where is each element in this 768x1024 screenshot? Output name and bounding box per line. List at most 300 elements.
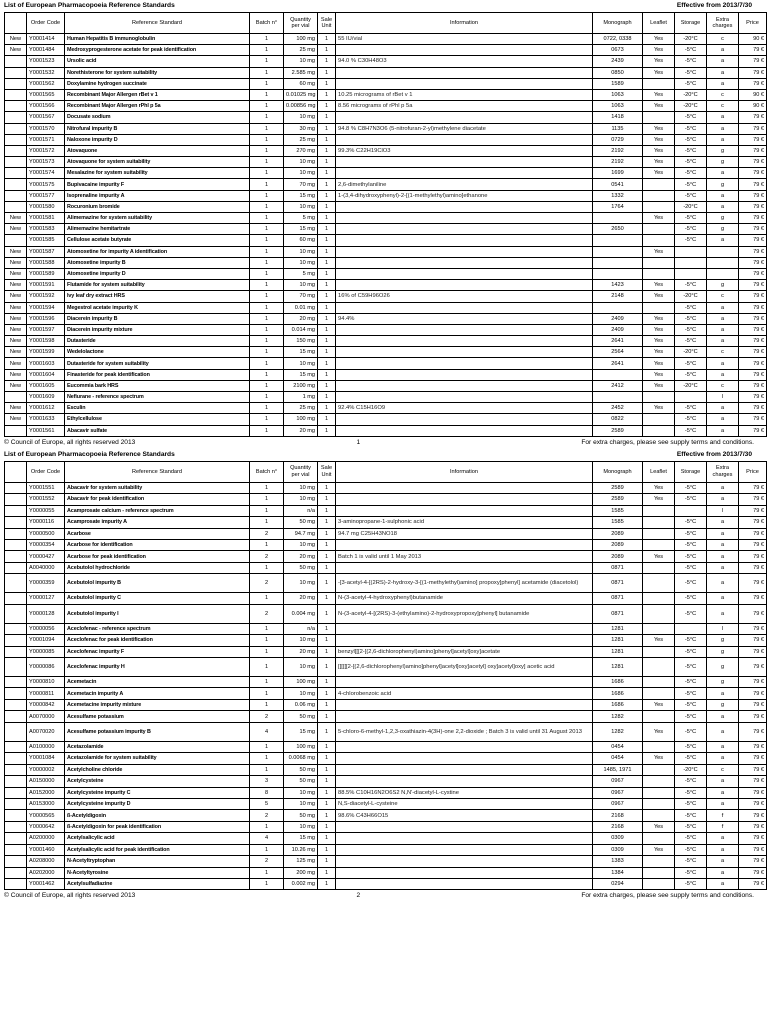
extra-charge	[707, 257, 739, 268]
information	[336, 324, 593, 335]
reference-standard-name: Acetazolamide for system suitability	[65, 753, 250, 764]
quantity: 200 mg	[284, 867, 318, 878]
table-row	[5, 123, 767, 134]
sale-unit: 1	[318, 658, 336, 677]
quantity: 94.7 mg	[284, 528, 318, 539]
quantity: 10 mg	[284, 539, 318, 550]
sale-unit: 1	[318, 677, 336, 688]
leaflet	[643, 833, 675, 844]
batch-number: 1	[250, 179, 284, 190]
order-code: Y0001414	[27, 34, 65, 45]
batch-number: 1	[250, 34, 284, 45]
monograph: 1686	[593, 677, 643, 688]
new-flag: New	[5, 324, 27, 335]
sale-unit: 1	[318, 56, 336, 67]
quantity: 60 mg	[284, 235, 318, 246]
leaflet	[643, 539, 675, 550]
monograph	[593, 213, 643, 224]
order-code: Y0000055	[27, 505, 65, 516]
monograph	[593, 268, 643, 279]
new-flag: New	[5, 347, 27, 358]
extra-charge: a	[707, 482, 739, 493]
quantity: 0.002 mg	[284, 879, 318, 890]
leaflet: Yes	[643, 34, 675, 45]
price: 79 €	[739, 123, 767, 134]
new-flag	[5, 867, 27, 878]
reference-standard-name: Naloxone impurity D	[65, 134, 250, 145]
new-flag	[5, 101, 27, 112]
sale-unit: 1	[318, 134, 336, 145]
quantity: 1 mg	[284, 392, 318, 403]
information	[336, 711, 593, 722]
quantity: 0.014 mg	[284, 324, 318, 335]
reference-standard-name: Mesalazine for system suitability	[65, 168, 250, 179]
extra-charge: a	[707, 190, 739, 201]
order-code: Y0001596	[27, 313, 65, 324]
new-flag	[5, 235, 27, 246]
monograph: 0729	[593, 134, 643, 145]
sale-unit: 1	[318, 604, 336, 623]
leaflet	[643, 688, 675, 699]
monograph: 0967	[593, 787, 643, 798]
storage: -20°C	[675, 347, 707, 358]
sale-unit: 1	[318, 879, 336, 890]
leaflet: Yes	[643, 213, 675, 224]
sale-unit: 1	[318, 34, 336, 45]
storage: -5°C	[675, 688, 707, 699]
reference-standard-name: Acebutolol hydrochloride	[65, 562, 250, 573]
monograph: 2564	[593, 347, 643, 358]
new-flag: New	[5, 34, 27, 45]
sale-unit: 1	[318, 821, 336, 832]
extra-charge: c	[707, 101, 739, 112]
leaflet	[643, 562, 675, 573]
new-flag	[5, 562, 27, 573]
monograph: 2409	[593, 324, 643, 335]
table-row	[5, 776, 767, 787]
order-code: Y0000811	[27, 688, 65, 699]
copyright: © Council of Europe, all rights reserved 2013	[4, 892, 136, 900]
reference-standard-name: Acemetacin	[65, 677, 250, 688]
information: N-(3-acetyl-4-[(2RS)-3-(ethylamino)-2-hydroxypropoxy]phenyl] butanamide	[336, 604, 593, 623]
leaflet: Yes	[643, 844, 675, 855]
sale-unit: 1	[318, 776, 336, 787]
sale-unit: 1	[318, 369, 336, 380]
reference-standard-name: Dutasteride	[65, 336, 250, 347]
col-order-code: Order Code	[27, 461, 65, 482]
col-storage: Storage	[675, 13, 707, 34]
information: 88.5% C10H16N2O6S2 N,N'-diacetyl-L-cystine	[336, 787, 593, 798]
storage	[675, 246, 707, 257]
quantity: 0.00856 mg	[284, 101, 318, 112]
monograph: 2148	[593, 291, 643, 302]
order-code: A0070000	[27, 711, 65, 722]
table-row	[5, 302, 767, 313]
batch-number: 1	[250, 190, 284, 201]
new-flag	[5, 879, 27, 890]
storage: -20°C	[675, 89, 707, 100]
information	[336, 741, 593, 752]
monograph: 1485, 1971	[593, 764, 643, 775]
quantity: 50 mg	[284, 810, 318, 821]
order-code: Y0000565	[27, 810, 65, 821]
document-title: List of European Pharmacopoeia Reference Standards	[4, 450, 175, 458]
leaflet	[643, 593, 675, 604]
price: 79 €	[739, 646, 767, 657]
quantity: 2.585 mg	[284, 67, 318, 78]
new-flag	[5, 711, 27, 722]
extra-charge: f	[707, 810, 739, 821]
extra-charge: a	[707, 833, 739, 844]
batch-number: 1	[250, 821, 284, 832]
table-header-row	[5, 461, 767, 482]
price: 79 €	[739, 213, 767, 224]
batch-number: 1	[250, 157, 284, 168]
new-flag	[5, 494, 27, 505]
extra-charge: c	[707, 764, 739, 775]
batch-number: 2	[250, 574, 284, 593]
monograph: 2089	[593, 551, 643, 562]
table-row	[5, 593, 767, 604]
quantity: 50 mg	[284, 764, 318, 775]
storage: -5°C	[675, 213, 707, 224]
extra-charge: a	[707, 358, 739, 369]
table-row	[5, 45, 767, 56]
quantity: 25 mg	[284, 134, 318, 145]
price: 79 €	[739, 562, 767, 573]
extra-charge: c	[707, 347, 739, 358]
order-code: Y0001592	[27, 291, 65, 302]
quantity: 25 mg	[284, 403, 318, 414]
batch-number: 1	[250, 324, 284, 335]
sale-unit: 1	[318, 403, 336, 414]
table-row	[5, 392, 767, 403]
monograph: 1063	[593, 89, 643, 100]
price: 79 €	[739, 392, 767, 403]
leaflet: Yes	[643, 280, 675, 291]
new-flag: New	[5, 380, 27, 391]
leaflet: Yes	[643, 168, 675, 179]
price: 79 €	[739, 528, 767, 539]
information: 1-(3,4-dihydroxyphenyl)-2-[(1-methylethyl)amino]ethanone	[336, 190, 593, 201]
monograph	[593, 235, 643, 246]
storage: -5°C	[675, 78, 707, 89]
price: 79 €	[739, 414, 767, 425]
information	[336, 302, 593, 313]
page-header	[0, 0, 768, 12]
new-flag: New	[5, 291, 27, 302]
leaflet	[643, 257, 675, 268]
leaflet	[643, 623, 675, 634]
new-flag	[5, 425, 27, 436]
storage: -20°C	[675, 764, 707, 775]
quantity: 10 mg	[284, 635, 318, 646]
batch-number: 1	[250, 268, 284, 279]
leaflet	[643, 604, 675, 623]
leaflet: Yes	[643, 123, 675, 134]
table-row	[5, 268, 767, 279]
storage: -5°C	[675, 313, 707, 324]
storage	[675, 392, 707, 403]
col-reference-standard: Reference Standard	[65, 461, 250, 482]
quantity: 50 mg	[284, 517, 318, 528]
batch-number: 2	[250, 810, 284, 821]
extra-charge: a	[707, 867, 739, 878]
new-flag	[5, 658, 27, 677]
information: 4-chlorobenzoic acid	[336, 688, 593, 699]
table-row	[5, 844, 767, 855]
table-row	[5, 67, 767, 78]
order-code: Y0000086	[27, 658, 65, 677]
reference-standard-name: Wedelolactone	[65, 347, 250, 358]
price: 79 €	[739, 78, 767, 89]
order-code: Y0001585	[27, 235, 65, 246]
price: 79 €	[739, 179, 767, 190]
footer-note: For extra charges, please see supply terms and conditions.	[581, 892, 754, 900]
sale-unit: 1	[318, 623, 336, 634]
monograph: 0967	[593, 798, 643, 809]
leaflet	[643, 268, 675, 279]
monograph: 1764	[593, 201, 643, 212]
quantity: 0.06 mg	[284, 699, 318, 710]
leaflet	[643, 425, 675, 436]
leaflet	[643, 78, 675, 89]
batch-number: 1	[250, 593, 284, 604]
quantity: 20 mg	[284, 425, 318, 436]
information	[336, 246, 593, 257]
extra-charge: l	[707, 392, 739, 403]
table-row	[5, 403, 767, 414]
sale-unit: 1	[318, 336, 336, 347]
sale-unit: 1	[318, 224, 336, 235]
reference-standard-name: Megestrol acetate impurity K	[65, 302, 250, 313]
storage: -5°C	[675, 539, 707, 550]
monograph: 1423	[593, 280, 643, 291]
monograph: 0871	[593, 593, 643, 604]
reference-standard-name: Docusate sodium	[65, 112, 250, 123]
storage: -5°C	[675, 741, 707, 752]
batch-number: 1	[250, 414, 284, 425]
price: 79 €	[739, 879, 767, 890]
monograph: 2409	[593, 313, 643, 324]
col-sale-unit: Sale Unit	[318, 13, 336, 34]
storage: -5°C	[675, 369, 707, 380]
table-row	[5, 134, 767, 145]
effective-date: Effective from 2013/7/30	[676, 450, 752, 458]
order-code: Y0001589	[27, 268, 65, 279]
monograph: 0309	[593, 844, 643, 855]
information	[336, 347, 593, 358]
leaflet	[643, 776, 675, 787]
information	[336, 425, 593, 436]
storage: -5°C	[675, 711, 707, 722]
col-price: Price	[739, 13, 767, 34]
sale-unit: 1	[318, 358, 336, 369]
batch-number: 1	[250, 358, 284, 369]
sale-unit: 1	[318, 741, 336, 752]
price: 79 €	[739, 505, 767, 516]
new-flag: New	[5, 403, 27, 414]
reference-standard-name: Ursolic acid	[65, 56, 250, 67]
price: 79 €	[739, 623, 767, 634]
price: 79 €	[739, 711, 767, 722]
col-quantity: Quantity per vial	[284, 461, 318, 482]
storage: -5°C	[675, 821, 707, 832]
storage: -20°C	[675, 34, 707, 45]
storage: -5°C	[675, 879, 707, 890]
batch-number: 1	[250, 257, 284, 268]
reference-standard-name: Esculin	[65, 403, 250, 414]
extra-charge: a	[707, 753, 739, 764]
monograph: 0871	[593, 574, 643, 593]
order-code: A0200000	[27, 833, 65, 844]
information	[336, 699, 593, 710]
quantity: 50 mg	[284, 562, 318, 573]
extra-charge	[707, 246, 739, 257]
order-code: Y0001573	[27, 157, 65, 168]
reference-standard-name: Acemetacin impurity A	[65, 688, 250, 699]
reference-standard-name: Eucommia bark HRS	[65, 380, 250, 391]
table-row	[5, 257, 767, 268]
extra-charge: a	[707, 688, 739, 699]
quantity: 10 mg	[284, 257, 318, 268]
reference-standard-name: Acetylsalicylic acid	[65, 833, 250, 844]
price: 79 €	[739, 56, 767, 67]
storage: -5°C	[675, 168, 707, 179]
sale-unit: 1	[318, 764, 336, 775]
order-code: Y0000500	[27, 528, 65, 539]
quantity: 100 mg	[284, 741, 318, 752]
table-row	[5, 604, 767, 623]
sale-unit: 1	[318, 722, 336, 741]
storage: -5°C	[675, 235, 707, 246]
order-code: Y0001574	[27, 168, 65, 179]
information	[336, 414, 593, 425]
monograph: 2439	[593, 56, 643, 67]
sale-unit: 1	[318, 593, 336, 604]
new-flag	[5, 856, 27, 867]
information	[336, 494, 593, 505]
reference-standard-name: Finasteride for peak identification	[65, 369, 250, 380]
information	[336, 776, 593, 787]
information	[336, 369, 593, 380]
sale-unit: 1	[318, 380, 336, 391]
information	[336, 867, 593, 878]
sale-unit: 1	[318, 482, 336, 493]
extra-charge: g	[707, 646, 739, 657]
extra-charge: a	[707, 324, 739, 335]
batch-number: 5	[250, 798, 284, 809]
new-flag	[5, 688, 27, 699]
extra-charge: a	[707, 369, 739, 380]
information	[336, 235, 593, 246]
storage: -5°C	[675, 798, 707, 809]
monograph: 2589	[593, 482, 643, 493]
leaflet	[643, 179, 675, 190]
new-flag	[5, 604, 27, 623]
sale-unit: 1	[318, 562, 336, 573]
batch-number: 1	[250, 145, 284, 156]
information	[336, 856, 593, 867]
table-row	[5, 787, 767, 798]
order-code: Y0000127	[27, 593, 65, 604]
order-code: Y0001581	[27, 213, 65, 224]
quantity: 20 mg	[284, 646, 318, 657]
leaflet: Yes	[643, 699, 675, 710]
price: 79 €	[739, 494, 767, 505]
table-row	[5, 291, 767, 302]
information	[336, 879, 593, 890]
copyright: © Council of Europe, all rights reserved 2013	[4, 438, 136, 446]
new-flag	[5, 677, 27, 688]
extra-charge: f	[707, 821, 739, 832]
batch-number: 1	[250, 134, 284, 145]
storage: -5°C	[675, 833, 707, 844]
batch-number: 1	[250, 369, 284, 380]
table-row	[5, 246, 767, 257]
reference-standard-name: Atovaquone for system suitability	[65, 157, 250, 168]
price: 79 €	[739, 246, 767, 257]
quantity: 10 mg	[284, 658, 318, 677]
information	[336, 392, 593, 403]
monograph: 1332	[593, 190, 643, 201]
batch-number: 1	[250, 168, 284, 179]
quantity: 50 mg	[284, 776, 318, 787]
monograph: 2168	[593, 810, 643, 821]
extra-charge: c	[707, 34, 739, 45]
price: 79 €	[739, 677, 767, 688]
reference-standard-name: Aceclofenac - reference spectrum	[65, 623, 250, 634]
leaflet: Yes	[643, 347, 675, 358]
reference-standard-name: Acesulfame potassium	[65, 711, 250, 722]
storage: -5°C	[675, 425, 707, 436]
storage: -5°C	[675, 574, 707, 593]
monograph: 2089	[593, 539, 643, 550]
monograph: 2589	[593, 494, 643, 505]
leaflet: Yes	[643, 157, 675, 168]
leaflet	[643, 528, 675, 539]
table-row	[5, 658, 767, 677]
leaflet: Yes	[643, 821, 675, 832]
reference-standard-name: Acetazolamide	[65, 741, 250, 752]
batch-number: 1	[250, 213, 284, 224]
storage: -5°C	[675, 302, 707, 313]
batch-number: 1	[250, 235, 284, 246]
sale-unit: 1	[318, 505, 336, 516]
monograph: 1281	[593, 623, 643, 634]
information: 10.25 micrograms of rBet v 1	[336, 89, 593, 100]
storage: -5°C	[675, 658, 707, 677]
quantity: 10 mg	[284, 482, 318, 493]
leaflet	[643, 112, 675, 123]
information	[336, 201, 593, 212]
monograph: 1282	[593, 722, 643, 741]
monograph: 2641	[593, 358, 643, 369]
reference-standard-name: Acetylsulfadiazine	[65, 879, 250, 890]
batch-number: 1	[250, 635, 284, 646]
reference-standard-name: ß-Acetyldigoxin	[65, 810, 250, 821]
storage: -5°C	[675, 145, 707, 156]
quantity: 10 mg	[284, 821, 318, 832]
monograph	[593, 257, 643, 268]
order-code: Y0001604	[27, 369, 65, 380]
sale-unit: 1	[318, 528, 336, 539]
new-flag: New	[5, 369, 27, 380]
batch-number: 8	[250, 787, 284, 798]
sale-unit: 1	[318, 753, 336, 764]
order-code: A0202000	[27, 867, 65, 878]
leaflet	[643, 646, 675, 657]
